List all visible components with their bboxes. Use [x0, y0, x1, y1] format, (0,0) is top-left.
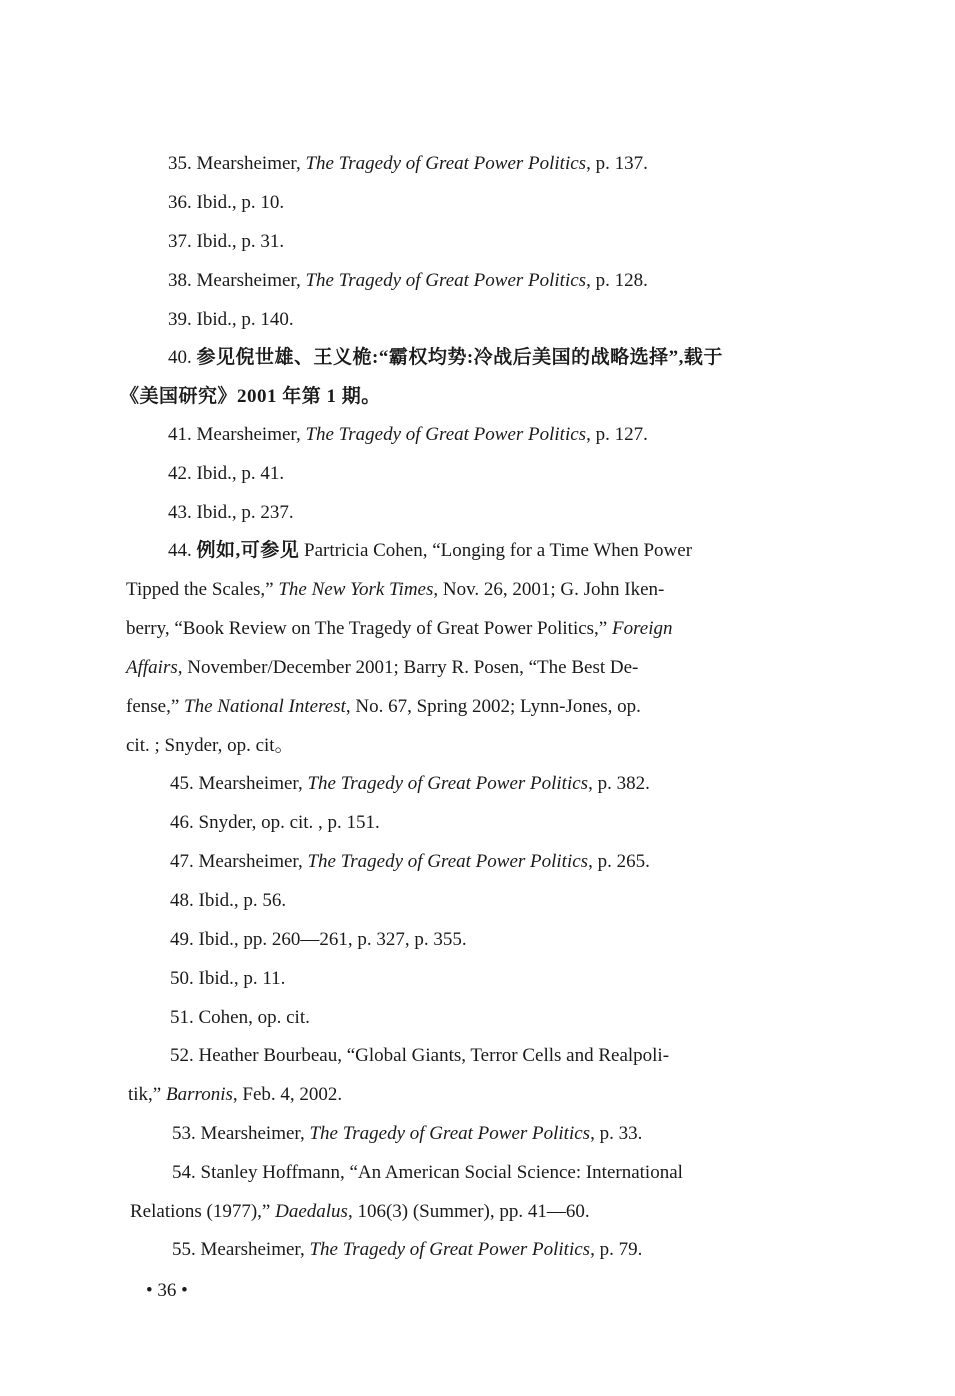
note-53: 53. Mearsheimer, The Tragedy of Great Power Politics, p. 33. — [172, 1123, 643, 1144]
note-55: 55. Mearsheimer, The Tragedy of Great Power Politics, p. 79. — [172, 1239, 643, 1260]
note-44-line4: Affairs, November/December 2001; Barry R. Posen, “The Best De- — [126, 657, 639, 678]
note-39: 39. Ibid., p. 140. — [168, 309, 294, 330]
note-46: 46. Snyder, op. cit. , p. 151. — [170, 812, 380, 833]
note-35: 35. Mearsheimer, The Tragedy of Great Power Politics, p. 137. — [168, 153, 648, 174]
note-38: 38. Mearsheimer, The Tragedy of Great Power Politics, p. 128. — [168, 270, 648, 291]
note-42: 42. Ibid., p. 41. — [168, 463, 285, 484]
note-44-line5: fense,” The National Interest, No. 67, Spring 2002; Lynn-Jones, op. — [126, 696, 641, 717]
note-41: 41. Mearsheimer, The Tragedy of Great Power Politics, p. 127. — [168, 424, 648, 445]
note-54: 54. Stanley Hoffmann, “An American Social Science: International — [172, 1162, 683, 1183]
note-48: 48. Ibid., p. 56. — [170, 890, 287, 911]
note-43: 43. Ibid., p. 237. — [168, 502, 294, 523]
note-44-line6: cit. ; Snyder, op. cit。 — [126, 735, 294, 756]
note-45: 45. Mearsheimer, The Tragedy of Great Power Politics, p. 382. — [170, 773, 650, 794]
note-40: 40. 参见倪世雄、王义桅:“霸权均势:冷战后美国的战略选择”,载于 — [168, 347, 723, 368]
note-47: 47. Mearsheimer, The Tragedy of Great Power Politics, p. 265. — [170, 851, 650, 872]
note-40-cont: 《美国研究》2001 年第 1 期。 — [120, 386, 381, 407]
note-36: 36. Ibid., p. 10. — [168, 192, 285, 213]
note-44-line2: Tipped the Scales,” The New York Times, Nov. 26, 2001; G. John Iken- — [126, 579, 665, 600]
note-52-line2: tik,” Barronis, Feb. 4, 2002. — [128, 1084, 343, 1105]
note-54-line2: Relations (1977),” Daedalus, 106(3) (Summer), pp. 41—60. — [130, 1201, 590, 1222]
page-number: • 36 • — [146, 1280, 188, 1301]
note-44-line3: berry, “Book Review on The Tragedy of Great Power Politics,” Foreign — [126, 618, 673, 639]
note-50: 50. Ibid., p. 11. — [170, 968, 286, 989]
note-49: 49. Ibid., pp. 260—261, p. 327, p. 355. — [170, 929, 467, 950]
note-44: 44. 例如,可参见 Partricia Cohen, “Longing for a Time When Power — [168, 540, 693, 561]
note-52: 52. Heather Bourbeau, “Global Giants, Terror Cells and Realpoli- — [170, 1045, 670, 1066]
note-51: 51. Cohen, op. cit. — [170, 1007, 310, 1028]
note-37: 37. Ibid., p. 31. — [168, 231, 285, 252]
